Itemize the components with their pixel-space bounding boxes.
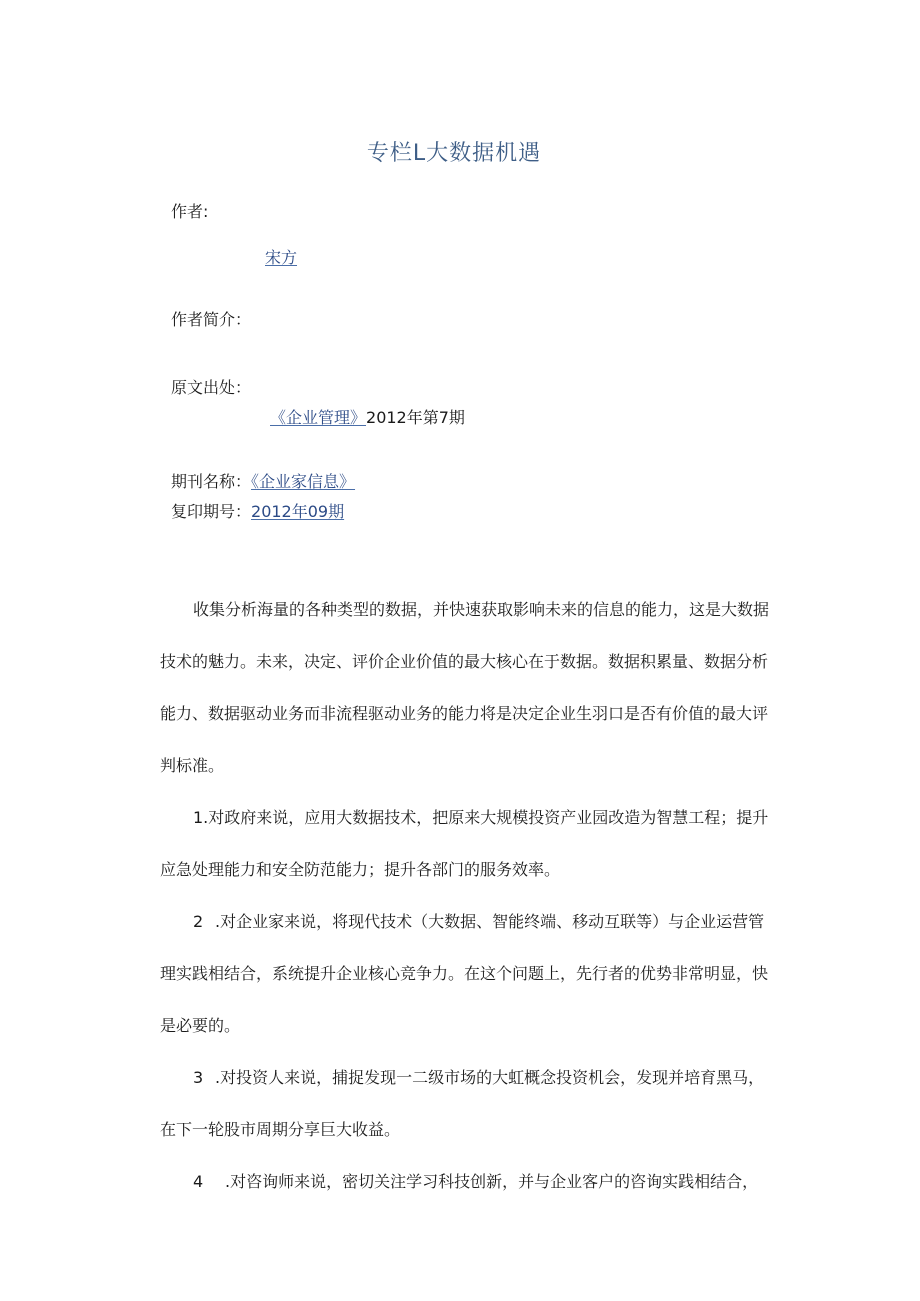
point-number: 2	[193, 912, 204, 931]
point-4-paragraph	[160, 1156, 770, 1208]
article-body	[160, 584, 770, 1208]
text-line: 判标准。	[160, 756, 225, 775]
text-line: 在下一轮股市周期分享巨大收益。	[160, 1120, 401, 1139]
point-number: 4	[193, 1172, 204, 1191]
author-name-link[interactable]: 宋方	[265, 248, 298, 267]
reprint-label: 复印期号：	[171, 502, 252, 521]
reprint-issue-link[interactable]: 2012年09期	[251, 502, 345, 521]
text-line: 收集分析海量的各种类型的数据，并快速获取影响未来的信息的能力，这是大数据	[193, 600, 770, 619]
point-2-paragraph	[160, 896, 770, 1052]
intro-paragraph	[160, 584, 770, 792]
text-line: 4 .对咨询师来说，密切关注学习科技创新，并与企业客户的咨询实践相结合，	[160, 1156, 770, 1208]
author-intro-label: 作者简介：	[171, 310, 252, 329]
text-line: 1.对政府来说，应用大数据技术，把原来大规模投资产业园改造为智慧工程；提升	[193, 808, 769, 827]
page-title: 专栏L大数据机遇	[366, 141, 542, 166]
source-issue: 2012年第7期	[366, 408, 465, 427]
text-line: 3 .对投资人来说，捕捉发现一二级市场的大虹概念投资机会，发现并培育黑马，	[160, 1052, 770, 1104]
point-1-paragraph	[160, 792, 770, 896]
text-line: 2 .对企业家来说，将现代技术（大数据、智能终端、移动互联等）与企业运营管	[160, 896, 770, 948]
point-3-paragraph	[160, 1052, 770, 1156]
text-line: 理实践相结合，系统提升企业核心竞争力。在这个问题上，先行者的优势非常明显，快	[160, 964, 769, 983]
source-line	[270, 408, 465, 428]
journal-name-link[interactable]: 《企业家信息》	[251, 472, 356, 491]
author-label: 作者:	[171, 202, 209, 221]
text-line: 是必要的。	[160, 1016, 241, 1035]
point-number: 3	[193, 1068, 204, 1087]
reprint-line	[171, 502, 344, 522]
text-line: 应急处理能力和安全防范能力；提升各部门的服务效率。	[160, 860, 561, 879]
text-line: 技术的魅力。未来，决定、评价企业价值的最大核心在于数据。数据积累量、数据分析	[160, 652, 769, 671]
source-publication-link[interactable]: 《企业管理》	[270, 408, 367, 427]
text-line: 能力、数据驱动业务而非流程驱动业务的能力将是决定企业生羽口是否有价值的最大评	[160, 704, 769, 723]
journal-label: 期刊名称：	[171, 472, 252, 491]
source-label: 原文出处：	[171, 378, 252, 397]
journal-line	[171, 472, 355, 492]
